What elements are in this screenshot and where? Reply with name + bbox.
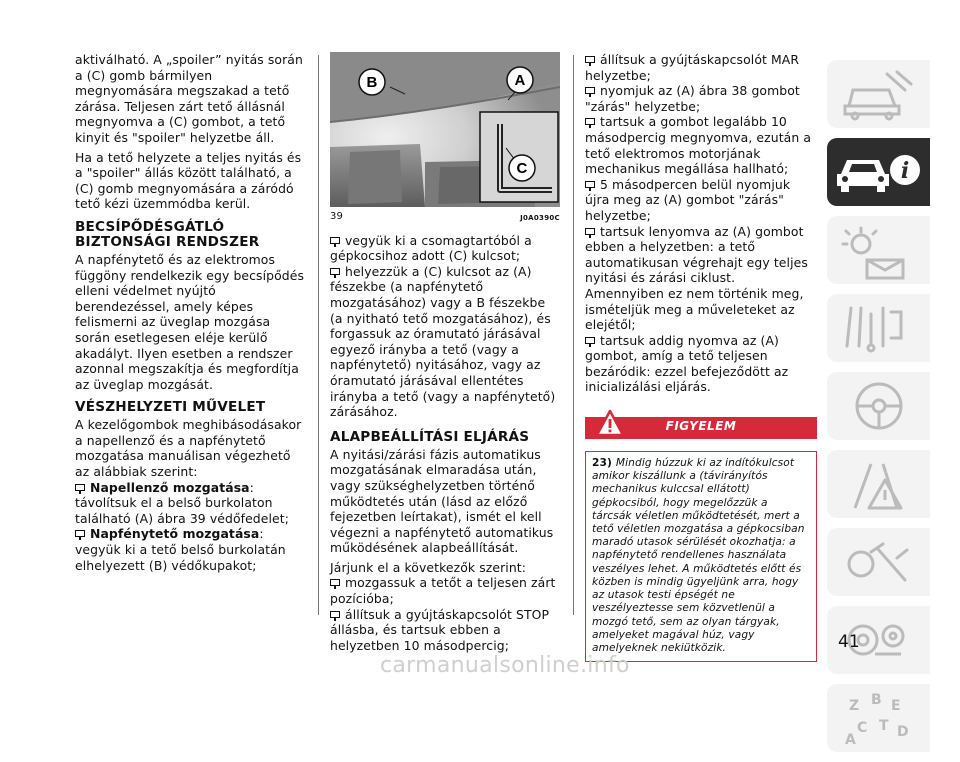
bullet-icon [330, 237, 340, 244]
warning-text: Mindig húzzuk ki az indítókulcsot amikor kiszállunk a (távirányítós mechanikus kulccsal ellátott) gépkocsiból, hogy megelőzzük a tárcsák véletlen működtetését, mert a tető véletlen mozgatása a gépkocsiban maradó utasok sérülését okozhatja: a napfénytető rendellenes használata veszélyes lehet. A működtetés előtt és közben is mindig ügyeljünk arra, hogy az utasok testi épségét ne veszélyeztesse sem közvetlenül a mozgó tető, sem az olyan tárgyak, amelyeket magával húz, vagy amelyeknek nekiütközik. [592, 457, 805, 654]
section-heading: VÉSZHELYZETI MŰVELET [75, 399, 266, 416]
column-divider [318, 55, 319, 615]
warning-number: 23) [592, 457, 612, 470]
svg-text:E: E [891, 698, 901, 714]
bullet-icon [330, 611, 340, 618]
road-warning-icon [827, 450, 930, 518]
svg-text:T: T [879, 718, 889, 734]
bullet-item [330, 264, 560, 420]
bullet-text: állítsuk a gyújtáskapcsolót MAR helyzetbe; [585, 52, 800, 83]
maintenance-tools-icon [827, 528, 930, 596]
bullet-icon [585, 118, 595, 125]
roof-interior-image [330, 52, 560, 207]
bullet-icon [585, 337, 595, 344]
bullet-bold-label: Napellenző mozgatása [90, 479, 250, 495]
bullet-item [330, 575, 560, 606]
lights-warning-icon [827, 216, 930, 284]
svg-text:C: C [857, 720, 868, 736]
bullet-icon [585, 181, 595, 188]
bullet-text: mozgassuk a tetőt a teljesen zárt pozícióba; [330, 575, 556, 607]
chapter-tabs-sidebar [827, 60, 930, 762]
column-divider [573, 55, 574, 615]
dashboard-car-icon [827, 60, 930, 128]
bullet-item [585, 177, 817, 224]
text-column-middle [330, 52, 560, 653]
bullet-icon [330, 579, 340, 586]
chapter-tab-index[interactable] [827, 684, 930, 752]
watermark: carmanualsonline.info [380, 653, 630, 678]
bullet-item [75, 526, 305, 573]
bullet-text: tartsuk addig nyomva az (A) gombot, amíg a tető teljesen bezáródik: ezzel befejeződött az inicializálási eljárás. [585, 332, 789, 395]
alphabetical-index-icon [827, 684, 930, 752]
chapter-tab-dashboard[interactable] [827, 60, 930, 128]
bullet-item [585, 83, 817, 114]
text-column-right [585, 52, 817, 662]
paragraph: A napfénytető és az elektromos függöny rendelkezik egy becsípődés elleni védelmet nyújtó berendezéssel, amely képes felismerni az üveglap mozgása során esetlegesen eléje kerülő akadályt. Ilyen esetben a rendszer azonnal megszakítja és megfordítja az üveglap mozgását. [75, 251, 305, 392]
bullet-text: nyomjuk az (A) ábra 38 gombot "zárás" helyzetbe; [585, 83, 800, 114]
warning-header [585, 409, 817, 447]
paragraph: A kezelőgombok meghibásodásakor a napellenző és a napfénytető mozgatása manuálisan végezhető az alábbiak szerint: [75, 417, 302, 480]
bullet-item [330, 607, 560, 654]
callout-label-c: C [516, 160, 528, 177]
svg-text:Z: Z [849, 698, 860, 714]
section-heading: BECSÍPŐDÉSGÁTLÓ BIZTONSÁGI RENDSZER [75, 218, 260, 250]
chapter-tab-starting-driving[interactable] [827, 372, 930, 440]
bullet-bold-label: Napfénytető mozgatása [90, 526, 260, 542]
paragraph: A nyitási/zárási fázis automatikus mozgatásának elmaradása után, vagy szükséghelyzetben történő működtetés után (lásd az előző fejezetben leírtakat), ismét el kell végezni a napfénytető automatikus működésének alapbeállítását. [330, 446, 554, 556]
chapter-tab-lights[interactable] [827, 216, 930, 284]
bullet-item [585, 333, 817, 395]
bullet-text: vegyük ki a csomagtartóból a gépkocsihoz adott (C) kulcsot; [330, 232, 532, 264]
figure-code: J0A0390C [520, 214, 560, 222]
bullet-icon [585, 228, 595, 235]
bullet-item [75, 480, 305, 527]
bullet-text: 5 másodpercen belül nyomjuk újra meg az (A) gombot "zárás" helyzetbe; [585, 176, 791, 223]
bullet-icon [585, 56, 595, 63]
callout-label-b: B [366, 74, 378, 91]
text-column-left [75, 52, 305, 573]
bullet-item [585, 52, 817, 83]
paragraph: Járjunk el a következők szerint: [330, 559, 527, 575]
figure-caption [330, 209, 560, 227]
bullet-icon [330, 268, 340, 275]
chapter-tab-maintenance[interactable] [827, 528, 930, 596]
bullet-text: tartsuk lenyomva az (A) gombot ebben a helyzetben: a tető automatikusan végrehajt egy teljes nyitási és zárási ciklust. Amennyiben ez nem történik meg, ismételjük meg a műveleteket az elejétől; [585, 223, 808, 333]
page-number: 41 [838, 632, 860, 652]
bullet-item [330, 233, 560, 264]
bullet-text: : vegyük ki a tető belső burkolatán elhelyezett (B) védőkupakot; [75, 526, 286, 573]
safety-seatbelt-icon [827, 294, 930, 362]
bullet-text: tartsuk a gombot legalább 10 másodpercig megnyomva, ezután a tető elektromos motorjának mechanikus megállása hallható; [585, 114, 812, 177]
car-info-icon [827, 138, 930, 206]
steering-wheel-icon [827, 372, 930, 440]
paragraph: aktiválható. A „spoiler” nyitás során a (C) gomb bármilyen megnyomására megszakad a tető zárása. Teljesen zárt tető állásnál megnyomva a (C) gombot, a tető kinyit és "spoiler" helyzetbe áll. [75, 52, 303, 145]
callout-label-a: A [514, 72, 526, 89]
figure-39-roof-illustration [330, 52, 560, 207]
bullet-icon [585, 87, 595, 94]
warning-box [585, 451, 817, 662]
bullet-item [585, 224, 817, 333]
bullet-item [585, 114, 817, 176]
bullet-text: : távolítsuk el a belső burkolaton található (A) ábra 39 védőfedelet; [75, 479, 289, 526]
svg-text:B: B [871, 692, 882, 708]
bullet-icon [75, 484, 85, 491]
svg-text:A: A [845, 732, 856, 748]
bullet-text: állítsuk a gyújtáskapcsolót STOP állásba, és tartsuk ebben a helyzetben 10 másodpercig; [330, 606, 550, 653]
svg-text:D: D [897, 724, 909, 740]
warning-title: FIGYELEM [665, 419, 737, 434]
chapter-tab-car-info[interactable] [827, 138, 930, 206]
chapter-tab-safety[interactable] [827, 294, 930, 362]
svg-text:i: i [900, 158, 910, 184]
chapter-tab-emergency[interactable] [827, 450, 930, 518]
section-heading: ALAPBEÁLLÍTÁSI ELJÁRÁS [330, 428, 530, 445]
paragraph: Ha a tető helyzete a teljes nyitás és a "spoiler" állás között található, a (C) gomb megnyomására a záródó tető kézi üzemmódba kerül. [75, 149, 302, 212]
bullet-text: helyezzük a (C) kulcsot az (A) fészekbe (a napfénytető mozgatásához) vagy a B fészekbe (a nyitható tető mozgatásához), és forgassuk az óramutató járásával egyező irányba a tető (vagy a napfénytető) nyitásához, vagy az óramutató járásával ellentétes irányba a tető (vagy a napfénytető) zárásához. [330, 263, 556, 420]
bullet-icon [75, 530, 85, 537]
figure-number: 39 [330, 211, 343, 222]
